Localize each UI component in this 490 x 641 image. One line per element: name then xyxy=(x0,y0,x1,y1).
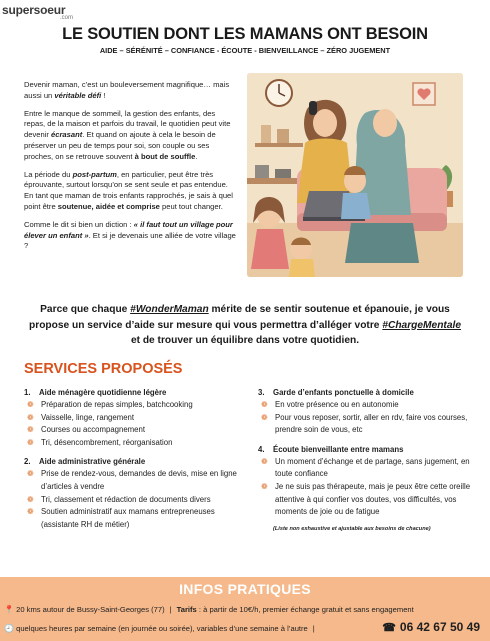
footer-hours: quelques heures par semaine (en journée ou soirée), variables d’une semaine à l’autre xyxy=(16,624,308,633)
service-heading xyxy=(258,444,472,456)
intro-paragraph-3: La période du post-partum, en particulier, peut être très éprouvante, surtout lorsqu’on se sent seule et pas entendue. En tant que maman de trois enfants rapprochés, je sais à quel point être soutenue, aidée et comprise peut tout changer. xyxy=(24,169,233,211)
pitch-text: Parce que chaque #WonderMaman mérite de se sentir soutenue et épanouie, je vous propose un service d’aide sur mesure qui vous permettra d’alléger votre #ChargeMentale et de trouver un équilibre dans votre quotidien. xyxy=(29,304,461,346)
service-number: 1. xyxy=(24,388,31,397)
list-item xyxy=(24,468,239,493)
services-note: (Liste non exhaustive et ajustable aux besoins de chacune) xyxy=(273,525,431,532)
phone-number[interactable]: 06 42 67 50 49 xyxy=(399,620,480,634)
footer-hours-line: 🕘 quelques heures par semaine (en journée ou soirée), variables d’une semaine à l’autre | xyxy=(4,624,315,633)
footer-tarifs-label: Tarifs xyxy=(176,605,197,614)
list-item xyxy=(24,424,239,437)
list-item-text: Soutien administratif aux mamans entrepreneuses (assistante RH de métier) xyxy=(41,507,215,529)
flower-bullet-icon: ❁ xyxy=(261,412,268,422)
flower-bullet-icon: ❁ xyxy=(27,469,34,479)
services-title: SERVICES PROPOSÉS xyxy=(24,361,183,377)
footer-infos xyxy=(0,577,490,641)
list-item xyxy=(258,399,472,412)
hashtag-chargementale: #ChargeMentale xyxy=(382,319,461,331)
list-item xyxy=(24,494,239,507)
service-block xyxy=(24,387,239,449)
flower-bullet-icon: ❁ xyxy=(27,494,34,504)
service-number: 4. xyxy=(258,444,265,454)
flower-bullet-icon: ❁ xyxy=(27,412,34,422)
flower-bullet-icon: ❁ xyxy=(261,481,268,491)
services-column-left xyxy=(24,387,239,538)
logo-brand: supersoeur xyxy=(2,3,66,17)
clock-icon xyxy=(266,80,292,106)
list-item xyxy=(24,506,239,531)
service-block xyxy=(258,444,472,519)
service-title: Garde d’enfants ponctuelle à domicile xyxy=(273,388,414,397)
service-title: Écoute bienveillante entre mamans xyxy=(273,444,404,454)
list-item xyxy=(24,412,239,425)
list-item-text: Vaisselle, linge, rangement xyxy=(41,412,135,422)
service-number: 3. xyxy=(258,388,265,397)
list-item-text: Un moment d’échange et de partage, sans jugement, en toute confiance xyxy=(275,456,470,479)
footer-title: INFOS PRATIQUES xyxy=(179,581,311,597)
phone-icon: ☎ xyxy=(382,622,396,634)
logo-suffix: .com xyxy=(60,15,74,21)
list-item-text: Tri, classement et rédaction de documents divers xyxy=(41,494,211,504)
service-items xyxy=(24,399,239,449)
service-heading xyxy=(258,387,472,399)
intro-text xyxy=(24,80,238,259)
list-item xyxy=(24,399,239,412)
list-item xyxy=(24,437,239,450)
family-illustration-svg xyxy=(247,73,463,277)
service-heading xyxy=(24,387,239,399)
service-heading xyxy=(24,456,239,468)
list-item-text: Prise de rendez-vous, demandes de devis, mise en ligne d’articles à vendre xyxy=(41,469,237,491)
intro-paragraph-4: Comme le dit si bien un diction : « il faut tout un village pour élever un enfant ». Et si je devenais une alliée de votre village ? xyxy=(24,219,236,251)
intro-paragraph-2: Entre le manque de sommeil, la gestion des enfants, des repas, de la maison et parfois du travail, le quotidien peut vite devenir écrasant. Et quand on ajoute à cela le besoin de préserver un peu de temps pour soi, son couple ou ses proches, on se retrouve souvent à bout de souffle. xyxy=(24,108,231,161)
service-items xyxy=(24,468,239,531)
list-item-text: Tri, désencombrement, réorganisation xyxy=(41,437,173,447)
flower-bullet-icon: ❁ xyxy=(27,400,34,409)
service-block xyxy=(24,456,239,531)
intro-paragraph-1: Devenir maman, c’est un bouleversement magnifique… mais aussi un véritable défi ! xyxy=(24,80,230,100)
service-items xyxy=(258,456,472,519)
footer-phone[interactable] xyxy=(382,620,480,634)
flower-bullet-icon: ❁ xyxy=(27,437,34,447)
list-item-text: Préparation de repas simples, batchcooking xyxy=(41,400,193,409)
footer-zone-tarifs: 📍 20 kms autour de Bussy-Saint-Georges (77) | Tarifs : à partir de 10€/h, premier échange gratuit et sans engagement xyxy=(4,605,414,614)
list-item xyxy=(258,456,472,481)
services-column-right xyxy=(258,387,472,532)
location-pin-icon: 📍 xyxy=(4,605,14,614)
list-item-text: Je ne suis pas thérapeute, mais je peux être cette oreille attentive à qui confier vos doutes, vos difficultés, vos moments de joie ou de fatigue xyxy=(275,481,471,517)
flower-bullet-icon: ❁ xyxy=(27,507,34,517)
flower-bullet-icon: ❁ xyxy=(261,456,268,466)
list-item xyxy=(258,412,472,437)
flower-bullet-icon: ❁ xyxy=(27,425,34,435)
clock-icon: 🕘 xyxy=(4,624,14,633)
service-block xyxy=(258,387,472,437)
page-title: LE SOUTIEN DONT LES MAMANS ONT BESOIN xyxy=(62,25,428,43)
list-item-text: Courses ou accompagnement xyxy=(41,425,146,435)
service-number: 2. xyxy=(24,457,31,467)
flower-bullet-icon: ❁ xyxy=(261,400,268,409)
logo xyxy=(0,0,86,22)
list-item xyxy=(258,481,472,519)
family-illustration xyxy=(247,73,463,277)
page-subtitle: AIDE – SÉRÉNITÉ – CONFIANCE - ÉCOUTE - BIENVEILLANCE – ZÉRO JUGEMENT xyxy=(99,46,391,55)
service-title: Aide ménagère quotidienne légère xyxy=(39,388,167,397)
footer-tarifs: : à partir de 10€/h, premier échange gratuit et sans engagement xyxy=(196,605,414,614)
list-item-text: En votre présence ou en autonomie xyxy=(275,400,399,409)
hashtag-wondermaman: #WonderMaman xyxy=(130,304,209,315)
service-items xyxy=(258,399,472,437)
footer-zone: 20 kms autour de Bussy-Saint-Georges (77) xyxy=(16,605,165,614)
service-title: Aide administrative générale xyxy=(39,457,146,467)
list-item-text: Pour vous reposer, sortir, aller en rdv, faire vos courses, prendre soin de vous, etc xyxy=(275,412,468,435)
